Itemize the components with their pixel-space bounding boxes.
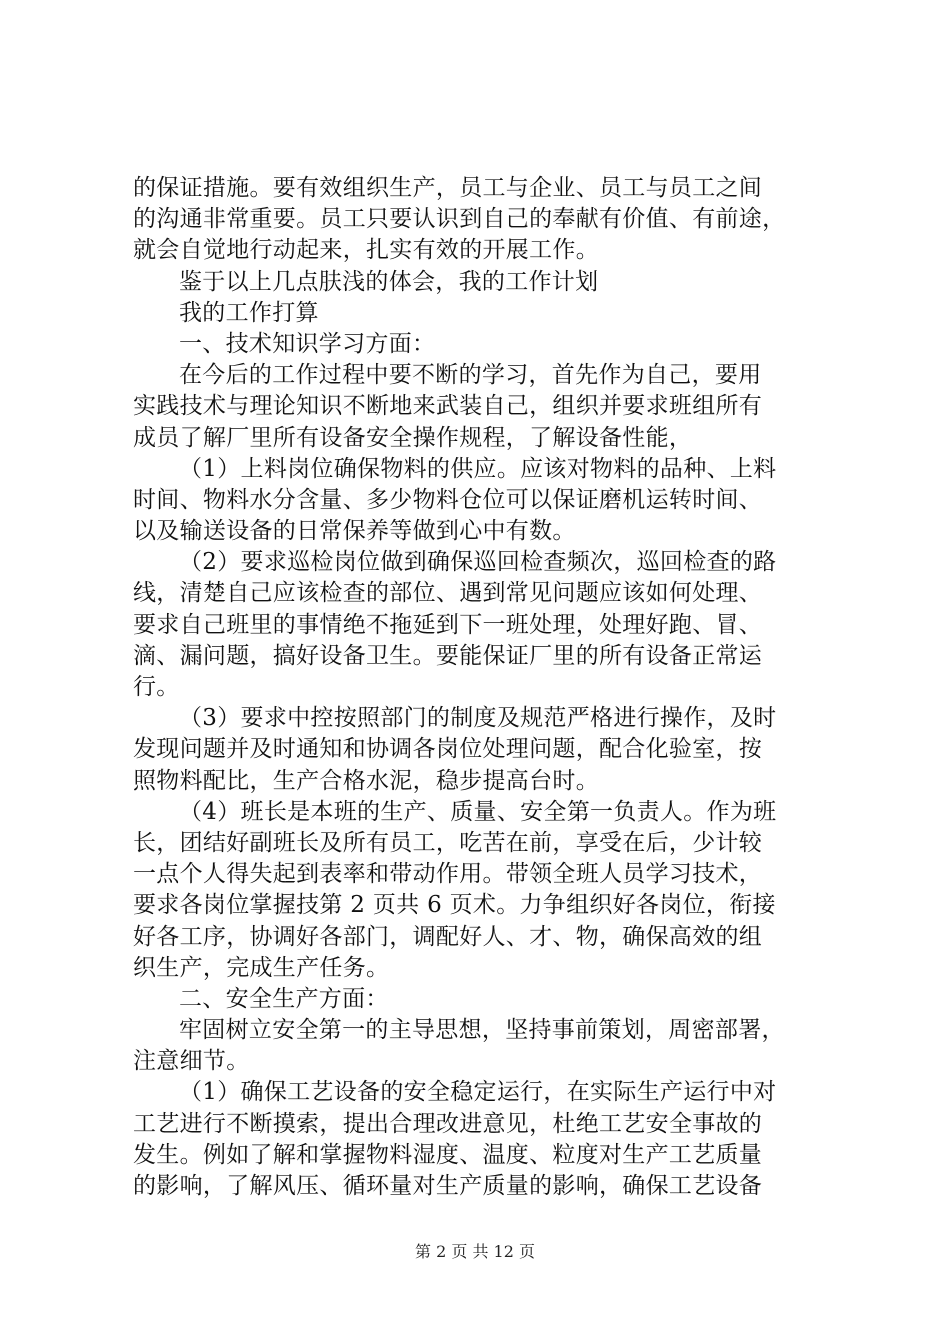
text-line: 鉴于以上几点肤浅的体会，我的工作计划 xyxy=(179,268,599,295)
text-line: 行。 xyxy=(133,674,180,700)
text-line: 发现问题并及时通知和协调各岗位处理问题，配合化验室，按 xyxy=(133,736,763,763)
text-line: （2）要求巡检岗位做到确保巡回检查频次，巡回检查的路 xyxy=(179,549,777,576)
text-line: 在今后的工作过程中要不断的学习，首先作为自己，要用 xyxy=(179,362,762,389)
text-line: 的保证措施。要有效组织生产，员工与企业、员工与员工之间 xyxy=(133,175,763,201)
text-line: 一点个人得失起到表率和带动作用。带领全班人员学习技术， xyxy=(133,861,763,888)
text-line: 要求各岗位掌握技第 2 页共 6 页术。力争组织好各岗位，衔接 xyxy=(133,892,776,919)
text-line: 成员了解厂里所有设备安全操作规程，了解设备性能， xyxy=(133,424,693,451)
text-line: （1）上料岗位确保物料的供应。应该对物料的品种、上料 xyxy=(179,455,777,482)
text-line: （1）确保工艺设备的安全稳定运行，在实际生产运行中对 xyxy=(179,1079,777,1106)
text-line: 的影响，了解风压、循环量对生产质量的影响，确保工艺设备 xyxy=(133,1173,763,1199)
text-line: 照物料配比，生产合格水泥，稳步提高台时。 xyxy=(133,767,599,794)
text-line: （4）班长是本班的生产、质量、安全第一负责人。作为班 xyxy=(179,798,777,825)
text-line: （3）要求中控按照部门的制度及规范严格进行操作，及时 xyxy=(179,705,777,732)
text-line: 注意细节。 xyxy=(133,1048,250,1075)
text-line: 滴、漏问题，搞好设备卫生。要能保证厂里的所有设备正常运 xyxy=(133,642,763,669)
text-line: 以及输送设备的日常保养等做到心中有数。 xyxy=(133,518,576,545)
page-footer: 第 2 页 共 12 页 xyxy=(415,1242,535,1261)
text-line: 好各工序，协调好各部门，调配好人、才、物，确保高效的组 xyxy=(133,923,763,950)
text-line: 的沟通非常重要。员工只要认识到自己的奉献有价值、有前途， xyxy=(133,206,786,233)
text-line: 二、安全生产方面： xyxy=(179,985,389,1012)
text-line: 牢固树立安全第一的主导思想，坚持事前策划，周密部署， xyxy=(179,1017,785,1044)
text-line: 长，团结好副班长及所有员工，吃苦在前，享受在后，少计较 xyxy=(133,829,763,856)
text-line: 要求自己班里的事情绝不拖延到下一班处理，处理好跑、冒、 xyxy=(133,611,763,638)
text-line: 实践技术与理论知识不断地来武装自己，组织并要求班组所有 xyxy=(133,393,763,420)
text-line: 工艺进行不断摸索，提出合理改进意见，杜绝工艺安全事故的 xyxy=(133,1110,763,1137)
text-line: 线，清楚自己应该检查的部位、遇到常见问题应该如何处理、 xyxy=(133,580,763,607)
text-line: 我的工作打算 xyxy=(179,299,319,326)
text-line: 一、技术知识学习方面： xyxy=(179,330,436,357)
text-line: 织生产，完成生产任务。 xyxy=(133,954,390,981)
text-line: 发生。例如了解和掌握物料湿度、温度、粒度对生产工艺质量 xyxy=(133,1141,763,1168)
text-line: 时间、物料水分含量、多少物料仓位可以保证磨机运转时间、 xyxy=(133,486,763,513)
text-line: 就会自觉地行动起来，扎实有效的开展工作。 xyxy=(133,237,599,264)
document-body xyxy=(133,173,833,1202)
